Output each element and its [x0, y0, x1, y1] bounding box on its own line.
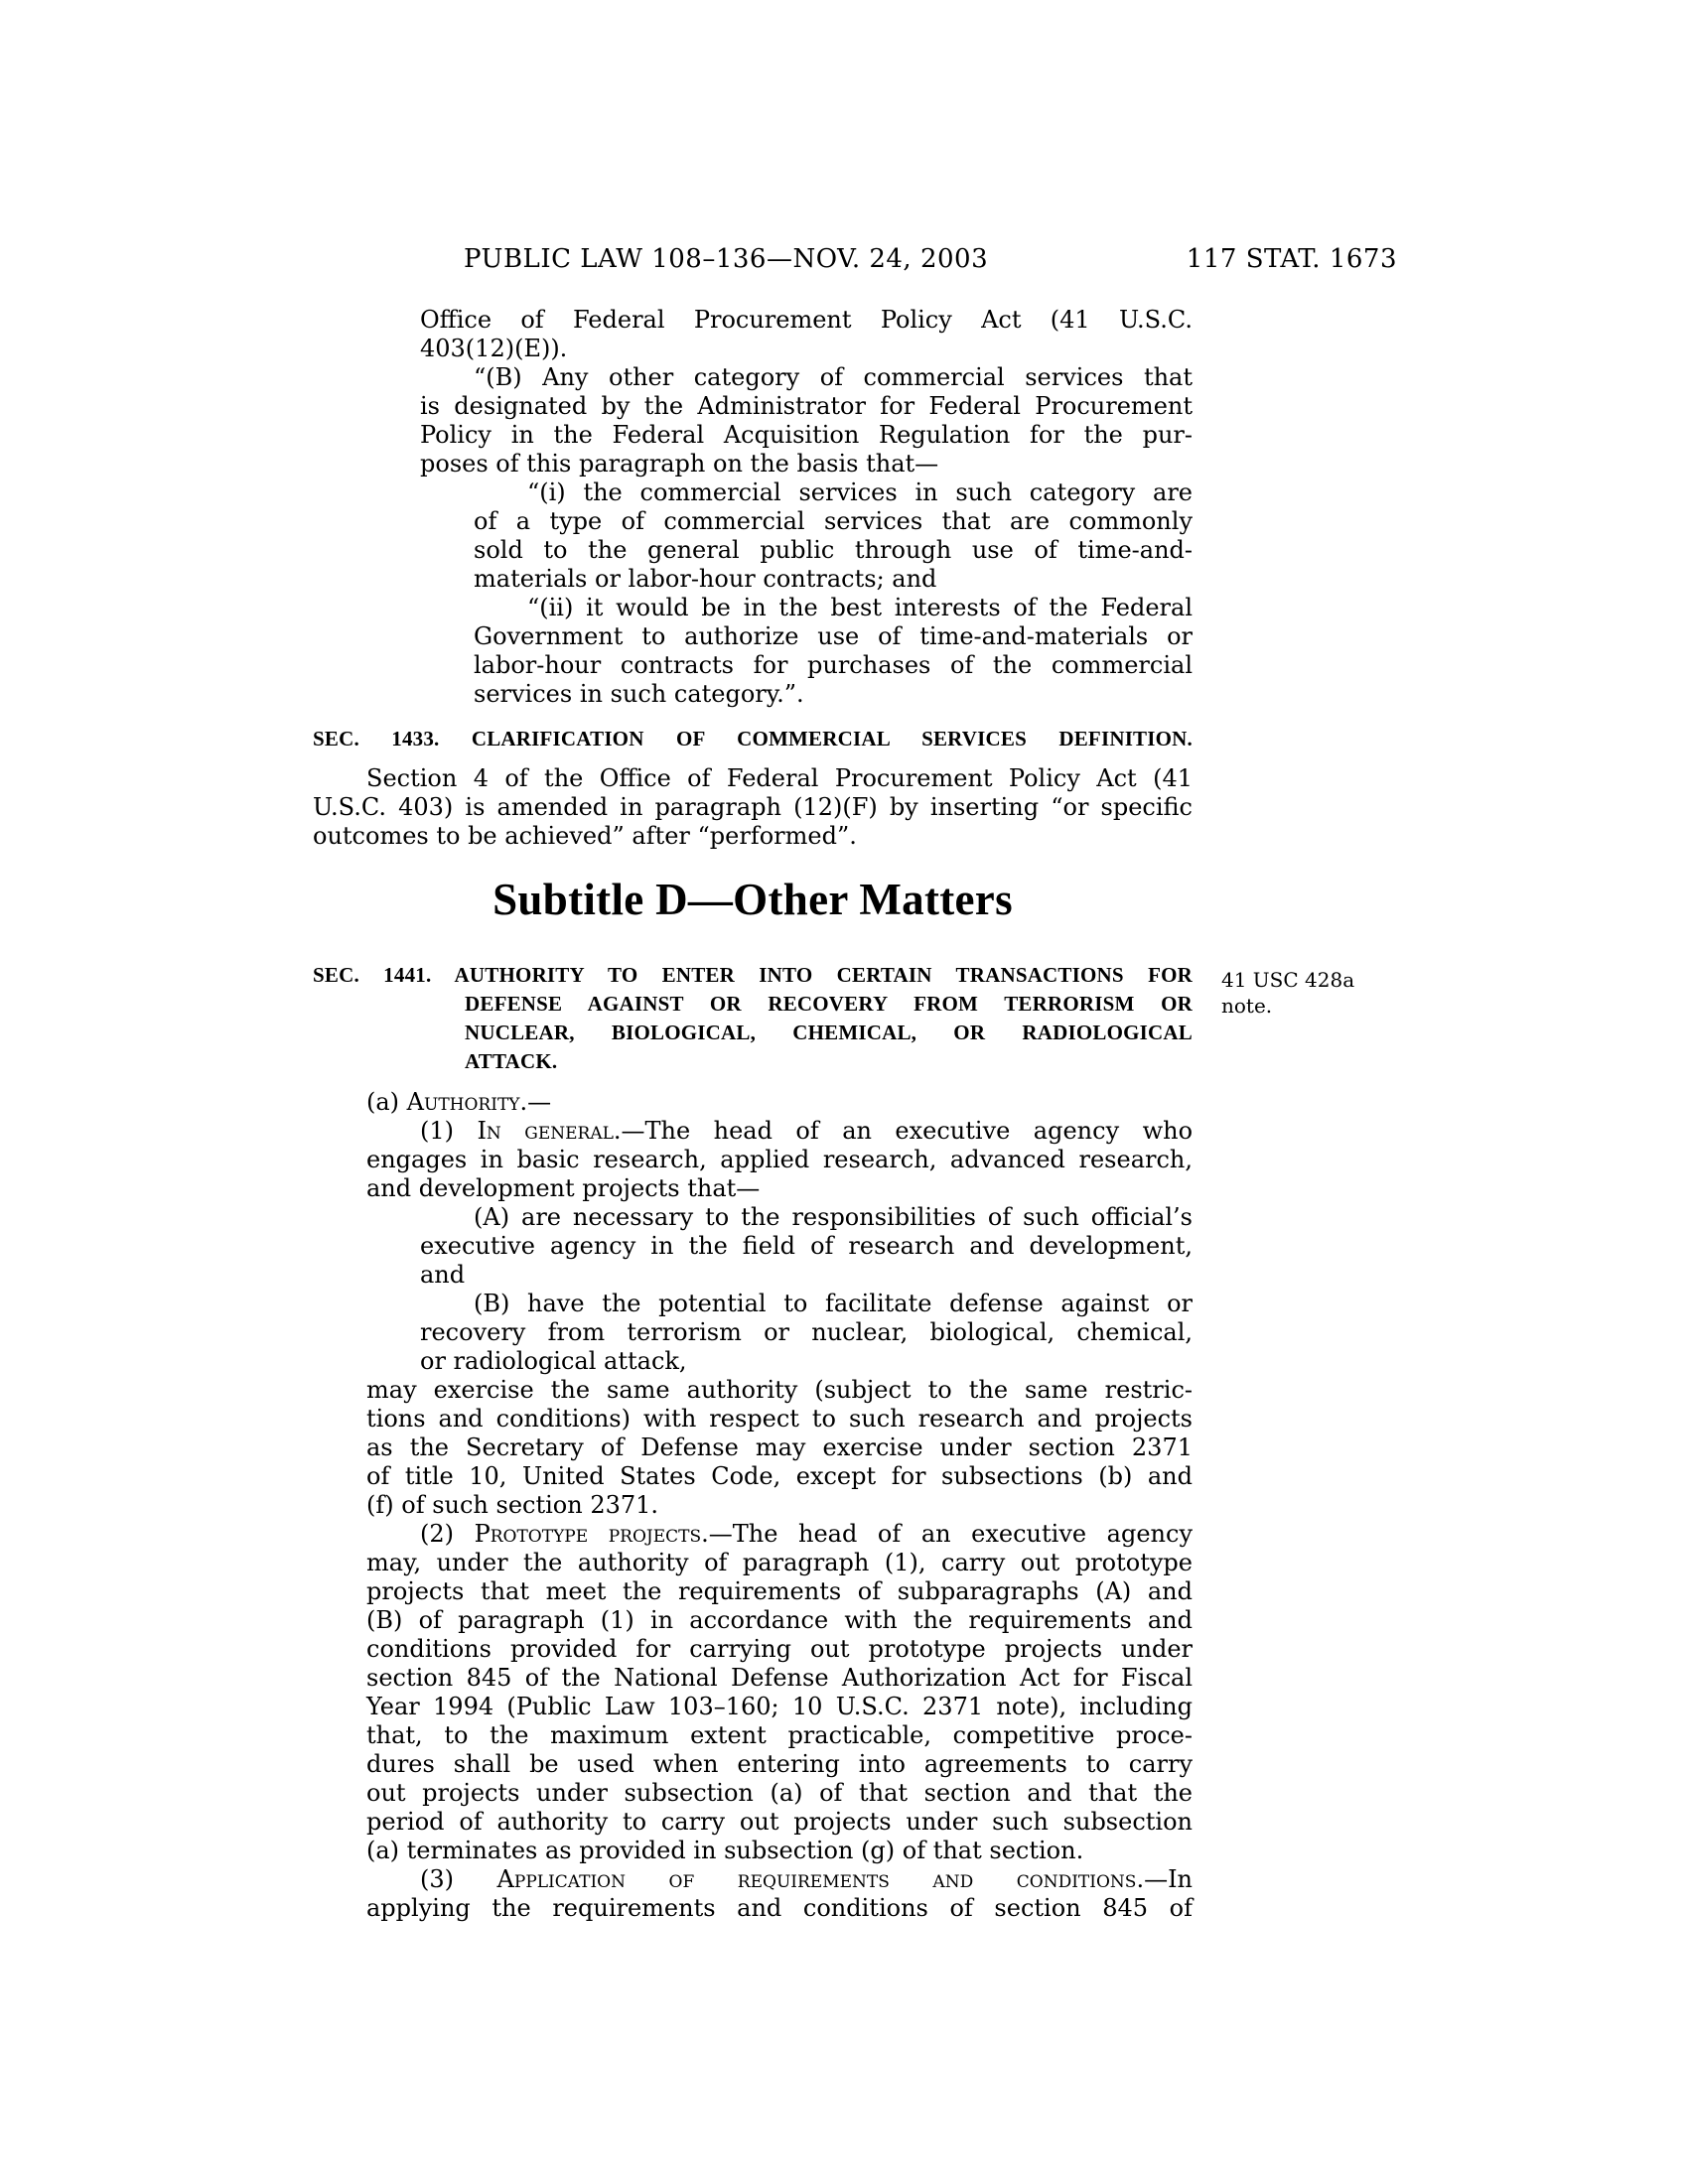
- subsection-a: [313, 1088, 1193, 1117]
- text-line: [313, 421, 1193, 450]
- text-segment: materials or labor-hour contracts; and: [474, 565, 937, 593]
- margin-note-line: 41 USC 428a: [1221, 968, 1355, 992]
- text-line: [313, 1865, 1193, 1894]
- text-line: [313, 1520, 1193, 1549]
- text-segment: poses of this paragraph on the basis that—: [420, 450, 939, 478]
- text-segment: tions and conditions) with respect to such research and projects: [366, 1405, 1193, 1433]
- text-segment: SEC. 1441. AUTHORITY TO ENTER INTO CERTAIN TRANSACTIONS FOR: [313, 963, 1193, 987]
- text-segment: Government to authorize use of time-and-materials or: [474, 622, 1193, 650]
- text-segment: or radiological attack,: [420, 1347, 687, 1375]
- text-line: [313, 1837, 1193, 1865]
- text-segment: dures shall be used when entering into agreements to carry: [366, 1750, 1193, 1778]
- text-segment: ATTACK.: [465, 1049, 558, 1073]
- text-line: [313, 1318, 1193, 1347]
- text-line: [313, 1146, 1193, 1174]
- text-line: [313, 1721, 1193, 1750]
- text-segment: section 845 of the National Defense Authorization Act for Fiscal: [366, 1664, 1193, 1692]
- text-segment: (a) terminates as provided in subsection (g) of that section.: [366, 1837, 1084, 1864]
- text-line: [313, 565, 1193, 594]
- text-segment: (A) are necessary to the responsibilities of such official’s: [474, 1203, 1193, 1231]
- text-segment: SEC. 1433. CLARIFICATION OF COMMERCIAL SERVICES DEFINITION.: [313, 727, 1193, 751]
- text-segment: Policy in the Federal Acquisition Regulation for the pur-: [420, 421, 1193, 449]
- paragraph-1-flush-text: [313, 1376, 1193, 1520]
- text-line: [313, 1635, 1193, 1664]
- text-segment: .—The head of an executive agency: [701, 1520, 1194, 1548]
- text-line: [313, 1491, 1193, 1520]
- subtitle-d-heading: [313, 876, 1193, 923]
- text-segment: DEFENSE AGAINST OR RECOVERY FROM TERRORISM OR: [465, 992, 1193, 1016]
- text-line: [313, 1577, 1193, 1606]
- text-line: [313, 1693, 1193, 1721]
- text-line: [313, 1232, 1193, 1261]
- text-line: [313, 651, 1193, 680]
- text-line: [313, 1664, 1193, 1693]
- text-line: [313, 680, 1193, 709]
- text-segment: sold to the general public through use of time-and-: [474, 536, 1193, 564]
- margin-note-line: note.: [1221, 994, 1273, 1018]
- text-line: [313, 536, 1193, 565]
- text-segment: may exercise the same authority (subject to the same restric-: [366, 1376, 1193, 1404]
- text-segment: (B) have the potential to facilitate defense against or: [474, 1290, 1193, 1317]
- text-segment: (1): [420, 1117, 478, 1145]
- text-segment: executive agency in the field of research and development,: [420, 1232, 1193, 1260]
- text-segment: (f) of such section 2371.: [366, 1491, 659, 1519]
- text-segment: and: [420, 1261, 466, 1289]
- text-segment: projects that meet the requirements of subparagraphs (A) and: [366, 1577, 1193, 1605]
- small-caps-text: Application of requirements and conditions: [496, 1865, 1137, 1893]
- text-segment: may, under the authority of paragraph (1), carry out prototype: [366, 1549, 1193, 1576]
- text-line: [313, 392, 1193, 421]
- quoted-amendment-continuation: [313, 306, 1193, 709]
- text-line: [313, 1808, 1193, 1837]
- text-line: [313, 1047, 1193, 1076]
- text-line: [313, 1894, 1193, 1923]
- subparagraph-A: [313, 1203, 1193, 1290]
- text-line: [313, 822, 1193, 851]
- text-line: [313, 450, 1193, 478]
- text-line: [313, 961, 1193, 990]
- text-line: [313, 764, 1193, 793]
- text-segment: (3): [420, 1865, 497, 1893]
- text-segment: 403(12)(E)).: [420, 335, 568, 362]
- text-line: [313, 1261, 1193, 1290]
- text-segment: “(i) the commercial services in such category are: [527, 478, 1193, 506]
- text-line: [313, 1347, 1193, 1376]
- text-segment: out projects under subsection (a) of that section and that the: [366, 1779, 1193, 1807]
- text-line: [313, 306, 1193, 335]
- text-segment: Year 1994 (Public Law 103–160; 10 U.S.C. 2371 note), including: [366, 1693, 1193, 1720]
- text-segment: engages in basic research, applied research, advanced research,: [366, 1146, 1193, 1173]
- text-line: [313, 1203, 1193, 1232]
- text-segment: recovery from terrorism or nuclear, biological, chemical,: [420, 1318, 1193, 1346]
- text-segment: NUCLEAR, BIOLOGICAL, CHEMICAL, OR RADIOLOGICAL: [465, 1021, 1193, 1044]
- text-line: [313, 1290, 1193, 1318]
- paragraph-1: [313, 1117, 1193, 1203]
- body-column: [313, 306, 1193, 1923]
- text-segment: .—In: [1136, 1865, 1194, 1893]
- text-segment: (B) of paragraph (1) in accordance with the requirements and: [366, 1606, 1193, 1634]
- text-segment: conditions provided for carrying out prototype projects under: [366, 1635, 1193, 1663]
- paragraph-3: [313, 1865, 1193, 1923]
- sec-1433-body: [313, 764, 1193, 851]
- text-line: [313, 1750, 1193, 1779]
- text-segment: .—The head of an executive agency who: [613, 1117, 1194, 1145]
- text-line: [313, 335, 1193, 363]
- text-line: [313, 990, 1193, 1019]
- margin-note: [1221, 967, 1440, 1019]
- text-line: [313, 725, 1193, 753]
- page-header: [464, 244, 1397, 274]
- subparagraph-B: [313, 1290, 1193, 1376]
- paragraph-2: [313, 1520, 1193, 1865]
- text-segment: U.S.C. 403) is amended in paragraph (12)(F) by inserting “or specific: [313, 793, 1193, 821]
- text-segment: and development projects that—: [366, 1174, 761, 1202]
- text-line: [313, 594, 1193, 622]
- sec-1441-heading: [313, 961, 1193, 1076]
- text-line: [313, 1117, 1193, 1146]
- text-segment: “(ii) it would be in the best interests of the Federal: [527, 594, 1193, 621]
- text-segment: Subtitle D—Other Matters: [492, 875, 1013, 924]
- text-segment: “(B) Any other category of commercial services that: [474, 363, 1193, 391]
- text-line: [313, 1433, 1193, 1462]
- small-caps-text: Authority: [406, 1088, 520, 1116]
- text-line: [313, 363, 1193, 392]
- text-line: [313, 1606, 1193, 1635]
- text-line: [313, 507, 1193, 536]
- small-caps-text: Prototype projects: [474, 1520, 702, 1548]
- small-caps-text: In general: [477, 1117, 614, 1145]
- text-line: [313, 1174, 1193, 1203]
- text-segment: (2): [420, 1520, 475, 1548]
- stat-page-number: 117 STAT. 1673: [1186, 244, 1397, 274]
- text-line: [313, 1462, 1193, 1491]
- text-line: [313, 793, 1193, 822]
- text-line: [313, 622, 1193, 651]
- text-segment: outcomes to be achieved” after “performed”.: [313, 822, 857, 850]
- text-segment: of title 10, United States Code, except for subsections (b) and: [366, 1462, 1193, 1490]
- text-line: [313, 1088, 1193, 1117]
- text-segment: applying the requirements and conditions of section 845 of: [366, 1894, 1193, 1922]
- text-segment: Section 4 of the Office of Federal Procurement Policy Act (41: [366, 764, 1193, 792]
- text-segment: labor-hour contracts for purchases of the commercial: [474, 651, 1193, 679]
- text-line: [313, 1019, 1193, 1047]
- text-segment: of a type of commercial services that are commonly: [474, 507, 1193, 535]
- text-segment: that, to the maximum extent practicable, competitive proce-: [366, 1721, 1193, 1749]
- text-segment: services in such category.”.: [474, 680, 804, 708]
- text-line: [313, 1405, 1193, 1433]
- text-segment: is designated by the Administrator for Federal Procurement: [420, 392, 1193, 420]
- text-line: [313, 876, 1193, 923]
- text-segment: period of authority to carry out projects under such subsection: [366, 1808, 1193, 1836]
- text-line: [313, 1549, 1193, 1577]
- sec-1433-heading: [313, 725, 1193, 753]
- text-line: [313, 1376, 1193, 1405]
- text-segment: (a): [366, 1088, 407, 1116]
- text-line: [313, 1779, 1193, 1808]
- text-segment: as the Secretary of Defense may exercise under section 2371: [366, 1433, 1193, 1461]
- text-segment: .—: [519, 1088, 552, 1116]
- text-line: [313, 478, 1193, 507]
- text-segment: Office of Federal Procurement Policy Act (41 U.S.C.: [420, 306, 1193, 334]
- law-title: PUBLIC LAW 108–136—NOV. 24, 2003: [464, 244, 989, 274]
